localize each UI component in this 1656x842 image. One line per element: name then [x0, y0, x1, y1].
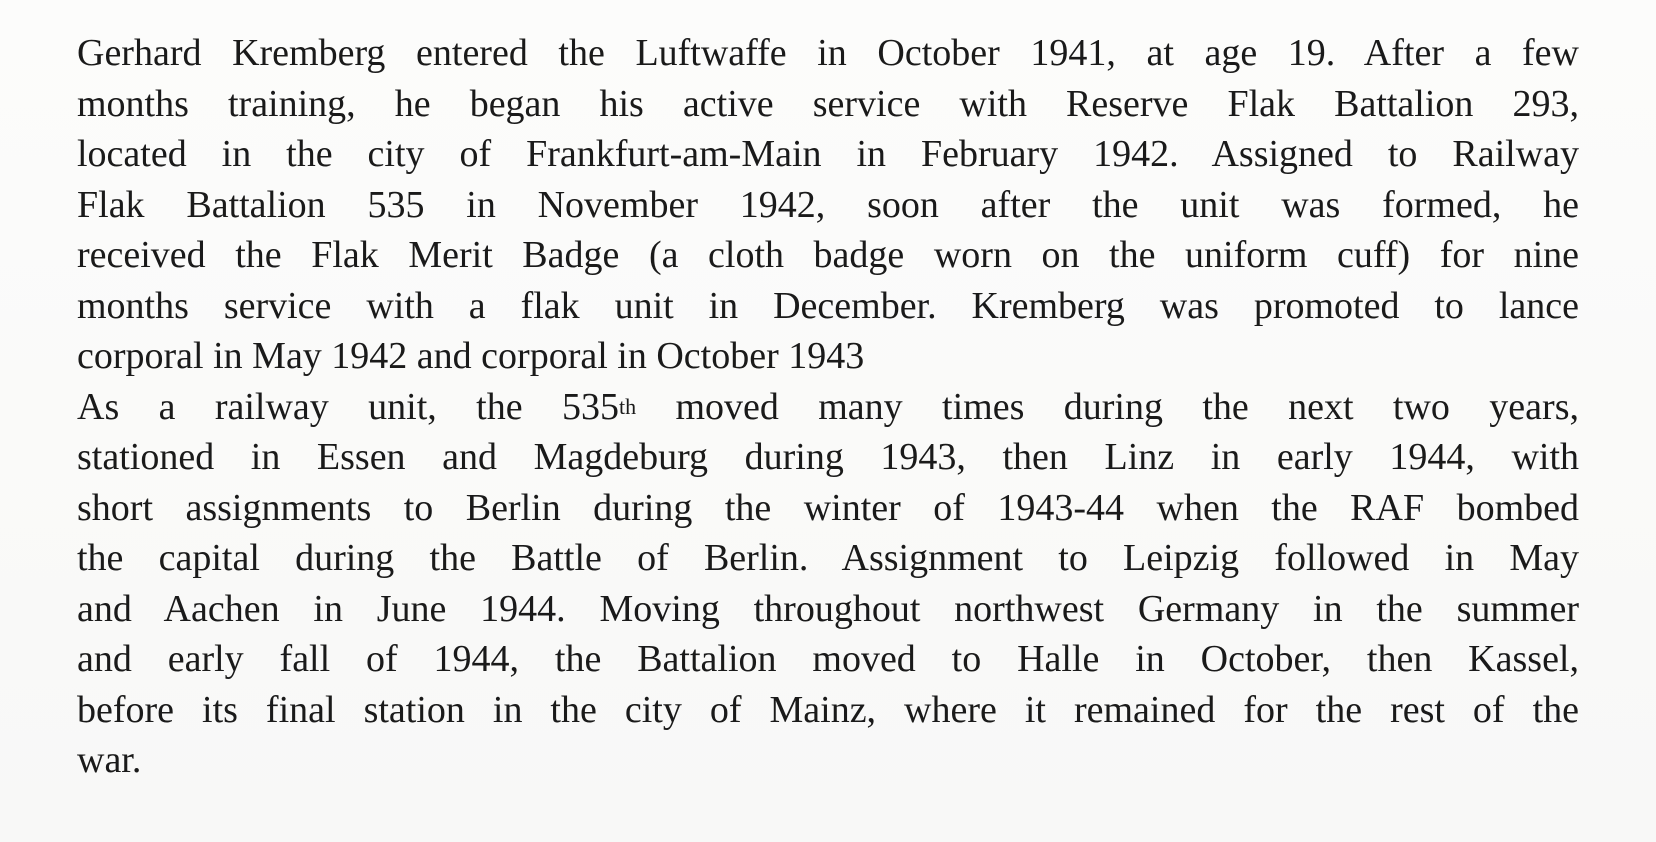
paragraph-1 [77, 28, 1579, 382]
text-line: stationed in Essen and Magdeburg during 1943, then Linz in early 1944, with [77, 436, 1579, 478]
text-line: the capital during the Battle of Berlin. Assignment to Leipzig followed in May [77, 537, 1579, 579]
text-line: before its final station in the city of Mainz, where it remained for the rest of the [77, 688, 1579, 731]
text-line: located in the city of Frankfurt-am-Main in February 1942. Assigned to Railway [77, 133, 1579, 175]
text-line: and early fall of 1944, the Battalion moved to Halle in October, then Kassel, [77, 638, 1579, 680]
paragraph-2 [77, 382, 1579, 786]
text-line: and Aachen in June 1944. Moving throughout northwest Germany in the summer [77, 587, 1579, 630]
text-line: corporal in May 1942 and corporal in October 1943 [77, 335, 865, 377]
text-line: short assignments to Berlin during the winter of 1943-44 when the RAF bombed [77, 486, 1579, 529]
text-line: months service with a flak unit in December. Kremberg was promoted to lance [77, 284, 1579, 327]
text-segment: moved many times during the next two years, [636, 385, 1579, 428]
text-line: Flak Battalion 535 in November 1942, soon after the unit was formed, he [77, 183, 1579, 226]
body-text [77, 28, 1579, 786]
text-line: months training, he began his active service with Reserve Flak Battalion 293, [77, 82, 1579, 125]
text-line [77, 382, 1579, 433]
text-line: war. [77, 739, 142, 781]
text-line: received the Flak Merit Badge (a cloth badge worn on the uniform cuff) for nine [77, 234, 1579, 276]
text-line: Gerhard Kremberg entered the Luftwaffe in October 1941, at age 19. After a few [77, 32, 1579, 74]
ordinal-suffix: th [618, 393, 637, 419]
text-segment: As a railway unit, the 535 [77, 385, 619, 428]
